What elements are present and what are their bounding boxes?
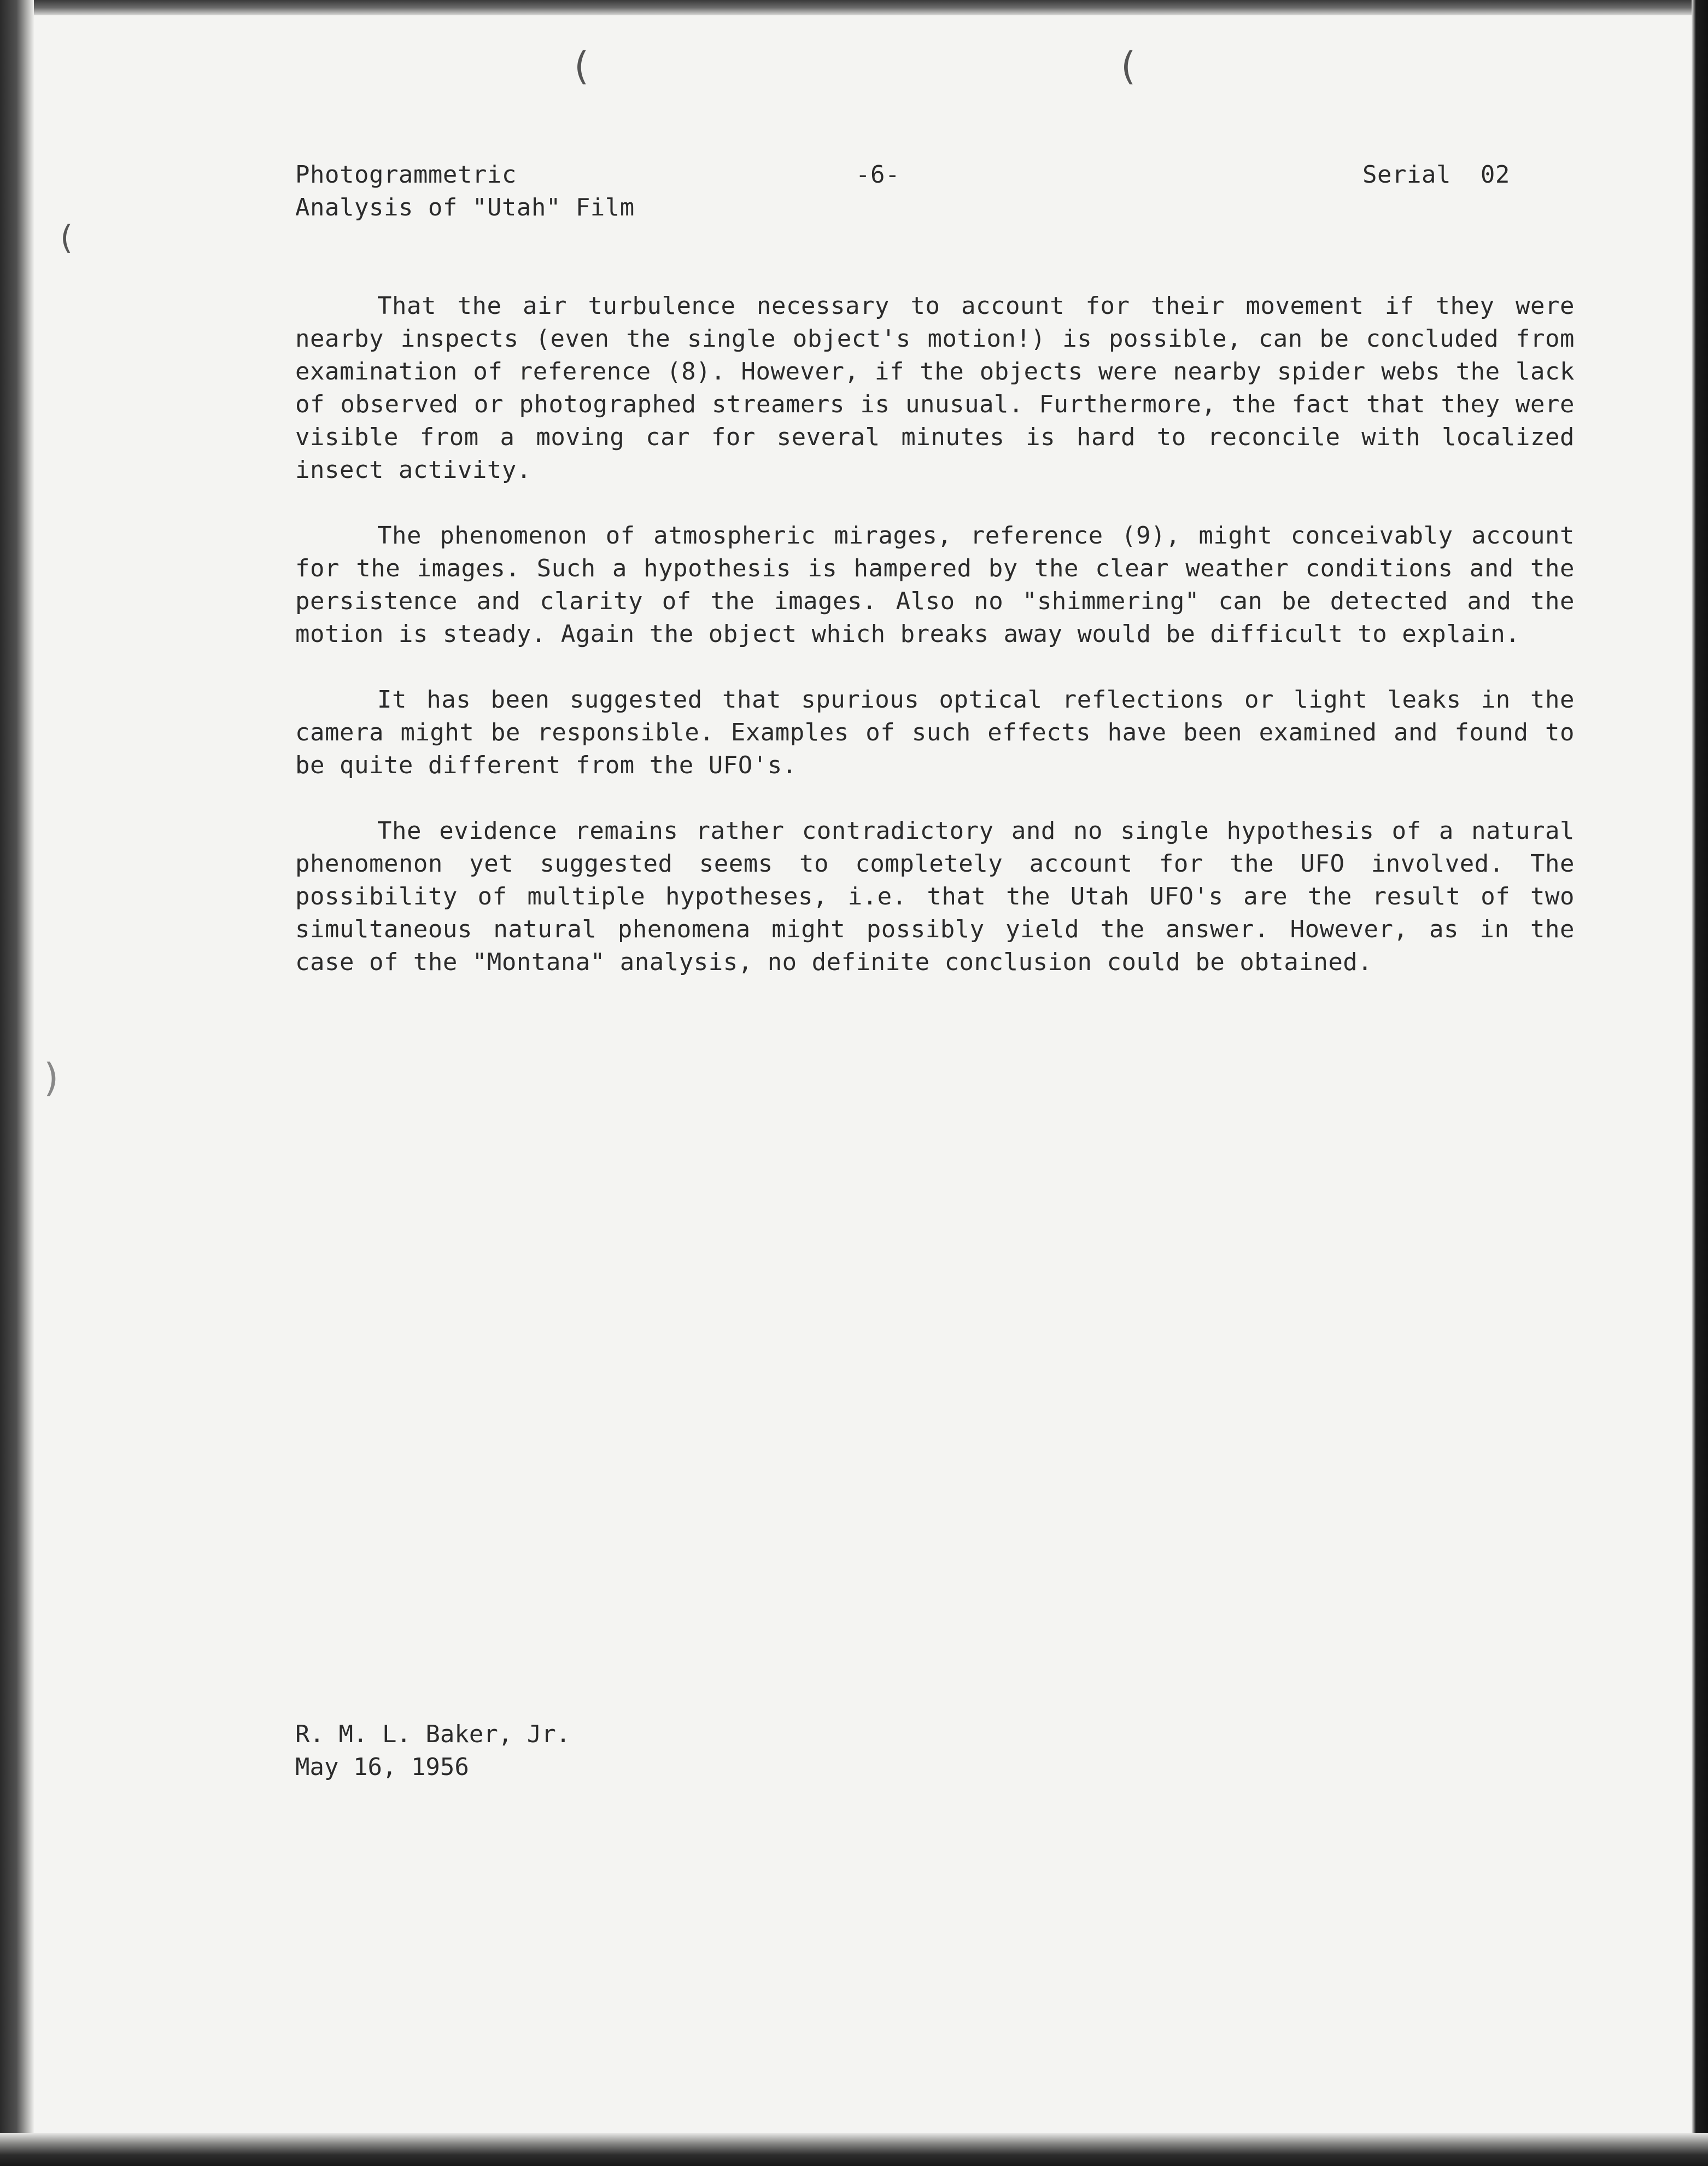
stray-mark: ( bbox=[60, 219, 73, 257]
paragraph: The phenomenon of atmospheric mirages, reference (9), might conceivably account for the images. Such a hypothesis is hampered by the clear weather conditions and the persistence and clarity of the images. Also no "shimmering" can be detected and the motion is steady. Again the object which breaks away would be difficult to explain. bbox=[295, 522, 1575, 648]
paragraph: It has been suggested that spurious optical reflections or light leaks in the camera might be responsible. Examples of such effects have been examined and found to be quite different from the UFO's. bbox=[295, 686, 1575, 779]
stray-mark: ( bbox=[574, 44, 589, 89]
header-title-line2: Analysis of "Utah" Film bbox=[295, 194, 635, 221]
document-body bbox=[295, 290, 1575, 1012]
header-title-line1: Photogrammetric bbox=[295, 161, 517, 189]
scan-top-border bbox=[0, 0, 1708, 15]
scan-left-border bbox=[0, 0, 34, 2166]
paragraph: The evidence remains rather contradictory and no single hypothesis of a natural phenomenon yet suggested seems to completely account for the UFO involved. The possibility of multiple hypotheses, i.e. that the Utah UFO's are the result of two simultaneous natural phenomena might possibly yield the answer. However, as in the case of the "Montana" analysis, no definite conclusion could be obtained. bbox=[295, 817, 1575, 976]
serial-number: Serial 02 bbox=[1362, 161, 1510, 189]
stray-mark: ( bbox=[1121, 44, 1136, 89]
scan-right-border bbox=[1692, 0, 1708, 2166]
page-number: -6- bbox=[856, 161, 900, 189]
header-title bbox=[295, 159, 635, 224]
paragraph: That the air turbulence necessary to account for their movement if they were nearby inspects (even the single object's motion!) is possible, can be concluded from examination of reference (8). However, if the objects were nearby spider webs the lack of observed or photographed streamers is unusual. Furthermore, the fact that they were visible from a moving car for several minutes is hard to reconcile with localized insect activity. bbox=[295, 292, 1575, 484]
author-name: R. M. L. Baker, Jr. bbox=[295, 1720, 571, 1748]
signature-date: May 16, 1956 bbox=[295, 1753, 469, 1781]
stray-mark: ) bbox=[44, 1055, 59, 1100]
signature-block bbox=[295, 1718, 570, 1784]
scan-bottom-border bbox=[0, 2133, 1708, 2166]
